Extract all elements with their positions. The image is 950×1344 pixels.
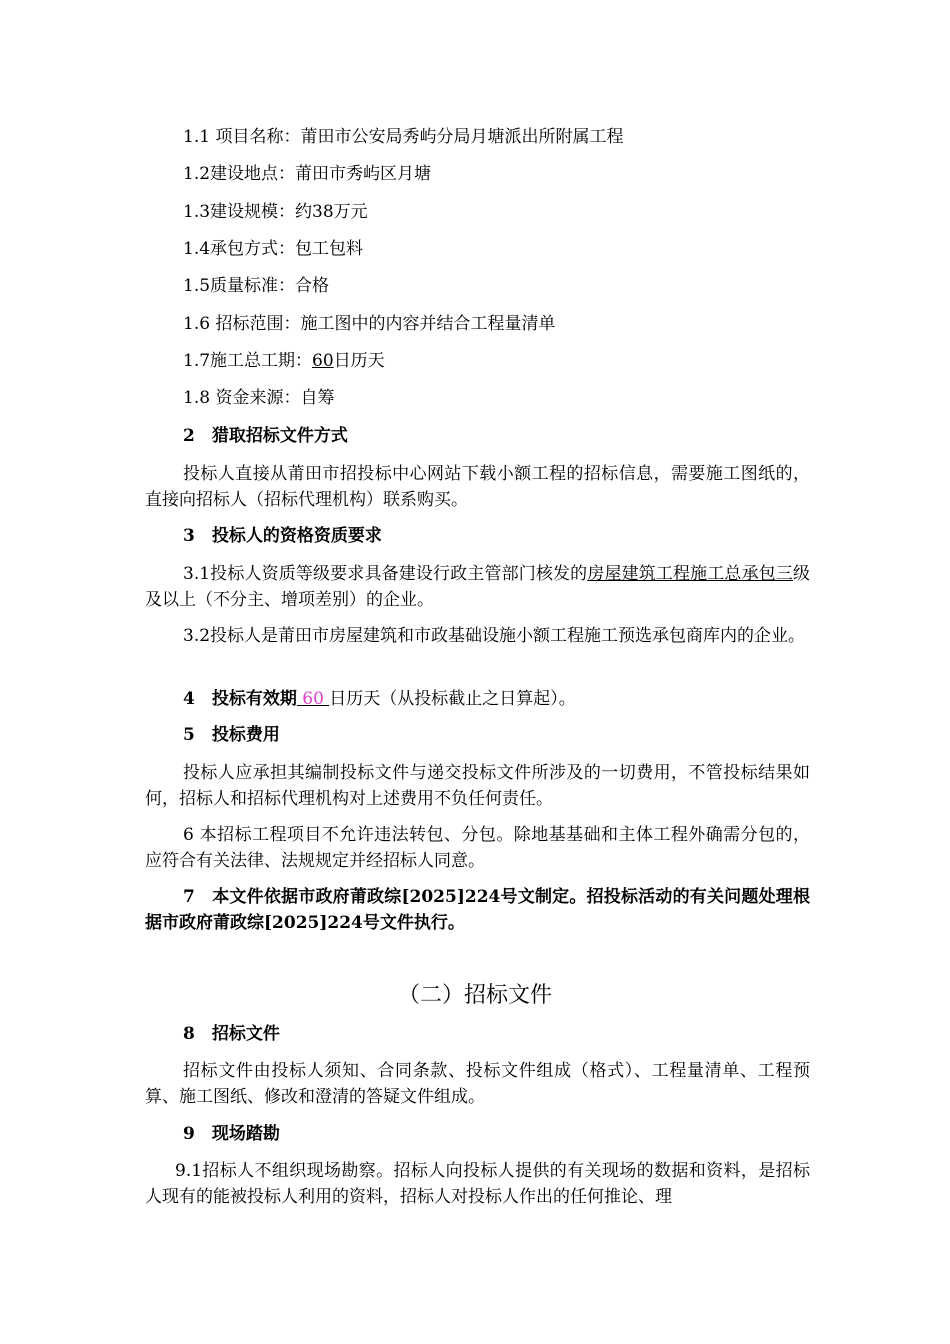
item-1-6: 1.6 招标范围：施工图中的内容并结合工程量清单	[183, 314, 556, 334]
section-5-heading: 5 投标费用	[183, 725, 280, 745]
item-1-2: 1.2建设地点：莆田市秀屿区月塘	[183, 164, 432, 184]
section-7: 7 本文件依据市政府莆政综[2025]224号文制定。招投标活动的有关问题处理根据市政府莆政综[2025]224号文件执行。	[145, 887, 810, 933]
section-3-2: 3.2投标人是莆田市房屋建筑和市政基础设施小额工程施工预选承包商库内的企业。	[183, 626, 806, 646]
section-3-1: 3.1投标人资质等级要求具备建设行政主管部门核发的房屋建筑工程施工总承包三级及以上（不分主、增项差别）的企业。	[145, 564, 810, 610]
section-9-heading: 9 现场踏勘	[183, 1124, 280, 1144]
section-6: 6 本招标工程项目不允许违法转包、分包。除地基基础和主体工程外确需分包的，应符合有关法律、法规规定并经招标人同意。	[145, 825, 810, 871]
item-1-1: 1.1 项目名称：莆田市公安局秀屿分局月塘派出所附属工程	[183, 127, 624, 147]
section-2-body: 投标人直接从莆田市招投标中心网站下载小额工程的招标信息，需要施工图纸的，直接向招标人（招标代理机构）联系购买。	[145, 464, 810, 510]
section-8-heading: 8 招标文件	[183, 1024, 280, 1044]
item-1-4: 1.4承包方式：包工包料	[183, 239, 364, 259]
section-3-heading: 3 投标人的资格资质要求	[183, 526, 382, 546]
section-9-body: 9.1招标人不组织现场勘察。招标人向投标人提供的有关现场的数据和资料，是招标人现有的能被投标人利用的资料，招标人对投标人作出的任何推论、理	[145, 1161, 810, 1207]
item-1-7: 1.7施工总工期：60日历天	[183, 351, 385, 371]
item-1-5: 1.5质量标准：合格	[183, 276, 330, 296]
section-title: （二）招标文件	[397, 983, 552, 1008]
section-4: 4 投标有效期 60 日历天（从投标截止之日算起）。	[183, 689, 576, 709]
section-2-heading: 2 猎取招标文件方式	[183, 426, 348, 446]
item-1-3: 1.3建设规模：约38万元	[183, 202, 368, 222]
section-8-body: 招标文件由投标人须知、合同条款、投标文件组成（格式）、工程量清单、工程预算、施工图纸、修改和澄清的答疑文件组成。	[145, 1061, 810, 1107]
section-5-body: 投标人应承担其编制投标文件与递交投标文件所涉及的一切费用，不管投标结果如何，招标人和招标代理机构对上述费用不负任何责任。	[145, 763, 810, 809]
item-1-8: 1.8 资金来源：自筹	[183, 388, 335, 408]
